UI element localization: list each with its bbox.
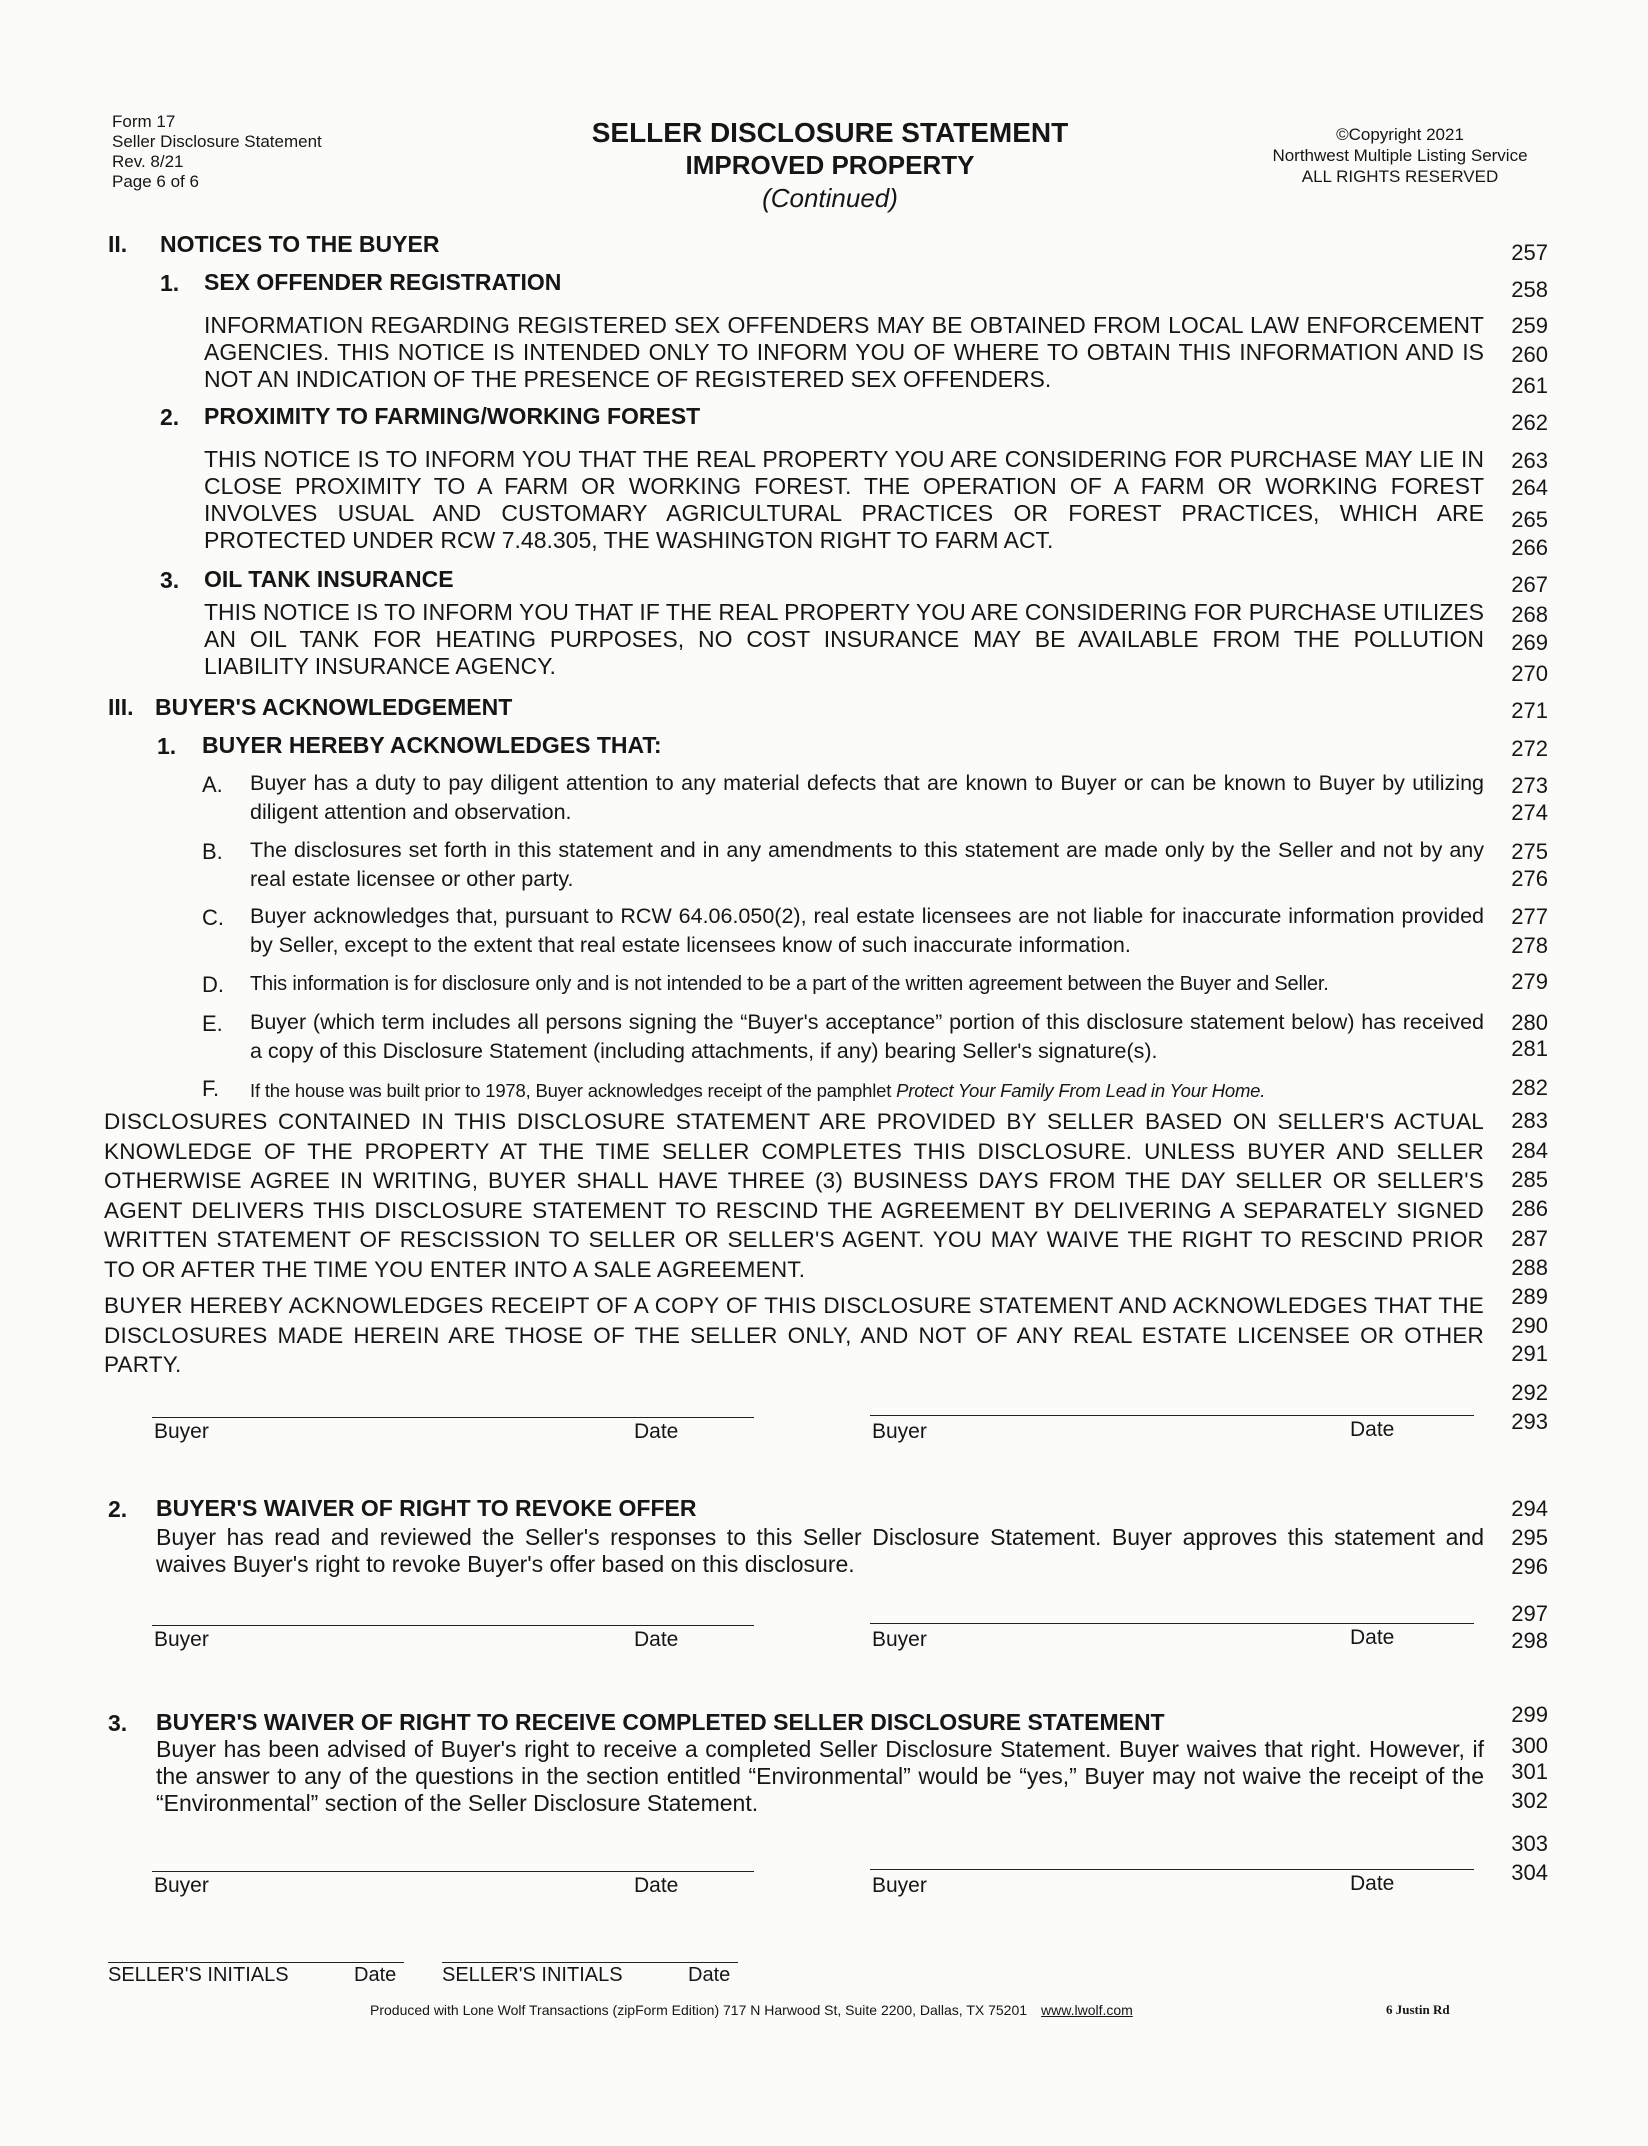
line-number: 293 (1511, 1409, 1548, 1434)
buyer-label: Buyer (154, 1874, 209, 1897)
seller-initials-label: SELLER'S INITIALS (108, 1964, 289, 1986)
line-number: 295 (1511, 1525, 1548, 1550)
initials-date-label: Date (688, 1964, 731, 1986)
buyer-label: Buyer (872, 1628, 927, 1651)
line-number: 298 (1511, 1628, 1548, 1653)
line-number: 258 (1511, 277, 1548, 302)
pamphlet-title: Protect Your Family From Lead in Your Home. (896, 1080, 1266, 1101)
ack-item-letter: D. (202, 972, 224, 997)
form-revision: Rev. 8/21 (112, 152, 184, 171)
line-number: 272 (1511, 736, 1548, 761)
waiver-receive-text: Buyer has been advised of Buyer's right to receive a completed Seller Disclosure Statement. Buyer waives that right. However, if the answer to any of the questions in the section entitled “Environmental” would be “yes,” Buyer may not waive the receipt of the “Environmental” section of the Seller Disclosure Statement. (156, 1736, 1484, 1816)
line-number: 276 (1511, 866, 1548, 891)
copyright-owner: Northwest Multiple Listing Service (1272, 146, 1528, 165)
section-roman-ii: II. (108, 231, 128, 257)
line-number: 262 (1511, 410, 1548, 435)
line-number: 265 (1511, 507, 1548, 532)
date-label: Date (1350, 1418, 1395, 1441)
property-address: 6 Justin Rd (1386, 2002, 1450, 2017)
line-number: 289 (1511, 1284, 1548, 1309)
continued-label: (Continued) (762, 183, 898, 213)
notice-title: SEX OFFENDER REGISTRATION (204, 269, 562, 295)
line-number: 301 (1511, 1759, 1548, 1784)
line-number: 294 (1511, 1496, 1548, 1521)
line-number: 278 (1511, 933, 1548, 958)
line-number: 279 (1511, 969, 1548, 994)
buyer-label: Buyer (872, 1420, 927, 1443)
notice-number: 1. (160, 270, 180, 296)
form-header-left (112, 112, 322, 192)
ack-item-letter: B. (202, 839, 223, 864)
line-number: 273 (1511, 773, 1548, 798)
line-number: 284 (1511, 1138, 1548, 1163)
notice-title: OIL TANK INSURANCE (204, 566, 454, 592)
seller-initials-label: SELLER'S INITIALS (442, 1964, 623, 1986)
buyer-label: Buyer (154, 1420, 209, 1443)
notice-title: PROXIMITY TO FARMING/WORKING FOREST (204, 403, 701, 429)
waiver-receive-title: BUYER'S WAIVER OF RIGHT TO RECEIVE COMPLETED SELLER DISCLOSURE STATEMENT (156, 1709, 1165, 1735)
line-number: 271 (1511, 698, 1548, 723)
line-number: 261 (1511, 373, 1548, 398)
line-number: 292 (1511, 1380, 1548, 1405)
seller-initials-line[interactable] (108, 1962, 404, 1963)
date-label: Date (1350, 1872, 1395, 1895)
line-number: 281 (1511, 1036, 1548, 1061)
notice-text: THIS NOTICE IS TO INFORM YOU THAT IF THE REAL PROPERTY YOU ARE CONSIDERING FOR PURCHASE UTILIZES AN OIL TANK FOR HEATING PURPOSES, NO COST INSURANCE MAY BE AVAILABLE FROM THE POLLUTION LIABILITY INSURANCE AGENCY. (204, 599, 1484, 679)
receipt-paragraph: BUYER HEREBY ACKNOWLEDGES RECEIPT OF A COPY OF THIS DISCLOSURE STATEMENT AND ACKNOWLEDGES THAT THE DISCLOSURES MADE HEREIN ARE THOSE OF THE SELLER ONLY, AND NOT OF ANY REAL ESTATE LICENSEE OR OTHER PARTY. (104, 1293, 1484, 1377)
buyer-label: Buyer (154, 1628, 209, 1651)
buyer-label: Buyer (872, 1874, 927, 1897)
ack-item-letter: C. (202, 905, 224, 930)
line-number: 277 (1511, 904, 1548, 929)
form-name: Seller Disclosure Statement (112, 132, 322, 151)
copyright-block (1220, 124, 1580, 187)
notice-number: 2. (160, 404, 180, 430)
line-number: 287 (1511, 1226, 1548, 1251)
section-notices-heading: NOTICES TO THE BUYER (160, 231, 440, 257)
date-label: Date (634, 1420, 679, 1443)
date-label: Date (634, 1628, 679, 1651)
line-number: 264 (1511, 475, 1548, 500)
footer-link[interactable]: www.lwolf.com (1041, 2002, 1133, 2018)
line-number: 257 (1511, 240, 1548, 265)
line-number: 268 (1511, 602, 1548, 627)
line-number: 274 (1511, 800, 1548, 825)
notice-text: INFORMATION REGARDING REGISTERED SEX OFFENDERS MAY BE OBTAINED FROM LOCAL LAW ENFORCEMENT AGENCIES. THIS NOTICE IS INTENDED ONLY TO INFORM YOU OF WHERE TO OBTAIN THIS INFORMATION AND IS NOT AN INDICATION OF THE PRESENCE OF REGISTERED SEX OFFENDERS. (204, 312, 1484, 392)
line-number: 286 (1511, 1196, 1548, 1221)
ack-item-text: Buyer acknowledges that, pursuant to RCW 64.06.050(2), real estate licensees are not liable for inaccurate information provided by Seller, except to the extent that real estate licensees know of such inaccurate information. (250, 904, 1484, 957)
ack-item-letter: F. (202, 1076, 220, 1101)
initials-date-label: Date (354, 1964, 397, 1986)
ack-item-text: Buyer (which term includes all persons signing the “Buyer's acceptance” portion of this disclosure statement below) has received a copy of this Disclosure Statement (including attachments, if any) bearing Seller's signature(s). (250, 1010, 1484, 1063)
line-number: 299 (1511, 1702, 1548, 1727)
notice-text: THIS NOTICE IS TO INFORM YOU THAT THE REAL PROPERTY YOU ARE CONSIDERING FOR PURCHASE MAY LIE IN CLOSE PROXIMITY TO A FARM OR WORKING FOREST. THE OPERATION OF A FARM OR WORKING FOREST INVOLVES USUAL AND CUSTOMARY AGRICULTURAL PRACTICES OR FOREST PRACTICES, WHICH ARE PROTECTED UNDER RCW 7.48.305, THE WASHINGTON RIGHT TO FARM ACT. (204, 446, 1484, 553)
disclosures-paragraph: DISCLOSURES CONTAINED IN THIS DISCLOSURE STATEMENT ARE PROVIDED BY SELLER BASED ON SELLER'S ACTUAL KNOWLEDGE OF THE PROPERTY AT THE TIME SELLER COMPLETES THIS DISCLOSURE. UNLESS BUYER AND SELLER OTHERWISE AGREE IN WRITING, BUYER SHALL HAVE THREE (3) BUSINESS DAYS FROM THE DAY SELLER OR SELLER'S AGENT DELIVERS THIS DISCLOSURE STATEMENT TO RESCIND THE AGREEMENT BY DELIVERING A SEPARATELY SIGNED WRITTEN STATEMENT OF RESCISSION TO SELLER OR SELLER'S AGENT. YOU MAY WAIVE THE RIGHT TO RESCIND PRIOR TO OR AFTER THE TIME YOU ENTER INTO A SALE AGREEMENT. (104, 1109, 1484, 1282)
line-number: 267 (1511, 572, 1548, 597)
buyer-signature-line[interactable] (152, 1625, 754, 1626)
buyer-signature-line[interactable] (870, 1623, 1474, 1624)
date-label: Date (1350, 1626, 1395, 1649)
form-title-block (560, 116, 1100, 216)
footer-produced: Produced with Lone Wolf Transactions (zipForm Edition) 717 N Harwood St, Suite 2200, Dallas, TX 75201 (370, 2002, 1028, 2018)
line-number: 302 (1511, 1788, 1548, 1813)
section-ack-heading: BUYER'S ACKNOWLEDGEMENT (155, 694, 513, 720)
notice-number: 3. (160, 567, 180, 593)
buyer-signature-line[interactable] (152, 1417, 754, 1418)
page-subtitle: IMPROVED PROPERTY (685, 150, 975, 180)
ack-item-text-plain: If the house was built prior to 1978, Buyer acknowledges receipt of the pamphlet (250, 1080, 897, 1101)
line-number: 280 (1511, 1010, 1548, 1035)
line-number: 282 (1511, 1075, 1548, 1100)
line-number: 304 (1511, 1860, 1548, 1885)
ack-item-text: The disclosures set forth in this statement and in any amendments to this statement are made only by the Seller and not by any real estate licensee or other party. (250, 838, 1484, 891)
ack-sub-number: 1. (157, 733, 177, 759)
line-number: 297 (1511, 1601, 1548, 1626)
copyright-rights: ALL RIGHTS RESERVED (1301, 167, 1499, 186)
line-number: 291 (1511, 1341, 1548, 1366)
line-number: 296 (1511, 1554, 1548, 1579)
form-number: Form 17 (112, 112, 176, 131)
line-number: 303 (1511, 1831, 1548, 1856)
buyer-signature-line[interactable] (870, 1415, 1474, 1416)
line-number: 266 (1511, 535, 1548, 560)
page-title: SELLER DISCLOSURE STATEMENT (591, 117, 1069, 148)
date-label: Date (634, 1874, 679, 1897)
line-number: 300 (1511, 1733, 1548, 1758)
waiver-number: 3. (108, 1710, 128, 1736)
ack-item-letter: A. (202, 772, 223, 797)
ack-item-text: This information is for disclosure only and is not intended to be a part of the written agreement between the Buyer and Seller. (250, 973, 1329, 995)
line-number: 290 (1511, 1313, 1548, 1338)
page-number: Page 6 of 6 (112, 172, 199, 191)
footer (370, 2002, 1133, 2018)
line-number: 275 (1511, 839, 1548, 864)
ack-sub-title: BUYER HEREBY ACKNOWLEDGES THAT: (202, 732, 662, 758)
line-number: 259 (1511, 313, 1548, 338)
copyright-year: ©Copyright 2021 (1336, 125, 1464, 144)
ack-item-letter: E. (202, 1011, 223, 1036)
ack-item-text (250, 1076, 1484, 1105)
waiver-number: 2. (108, 1496, 128, 1522)
line-number: 270 (1511, 661, 1548, 686)
line-number: 263 (1511, 448, 1548, 473)
line-number: 285 (1511, 1167, 1548, 1192)
section-roman-iii: III. (108, 694, 134, 720)
seller-initials-line[interactable] (442, 1962, 738, 1963)
waiver-revoke-text: Buyer has read and reviewed the Seller's responses to this Seller Disclosure Statement. Buyer approves this statement and waives Buyer's right to revoke Buyer's offer based on this disclosure. (156, 1524, 1484, 1577)
line-number: 269 (1511, 630, 1548, 655)
buyer-signature-line[interactable] (870, 1869, 1474, 1870)
line-number: 288 (1511, 1255, 1548, 1280)
buyer-signature-line[interactable] (152, 1871, 754, 1872)
line-number: 260 (1511, 342, 1548, 367)
line-number: 283 (1511, 1108, 1548, 1133)
waiver-revoke-title: BUYER'S WAIVER OF RIGHT TO REVOKE OFFER (156, 1495, 697, 1521)
ack-item-text: Buyer has a duty to pay diligent attention to any material defects that are known to Buyer or can be known to Buyer by utilizing diligent attention and observation. (250, 771, 1484, 824)
